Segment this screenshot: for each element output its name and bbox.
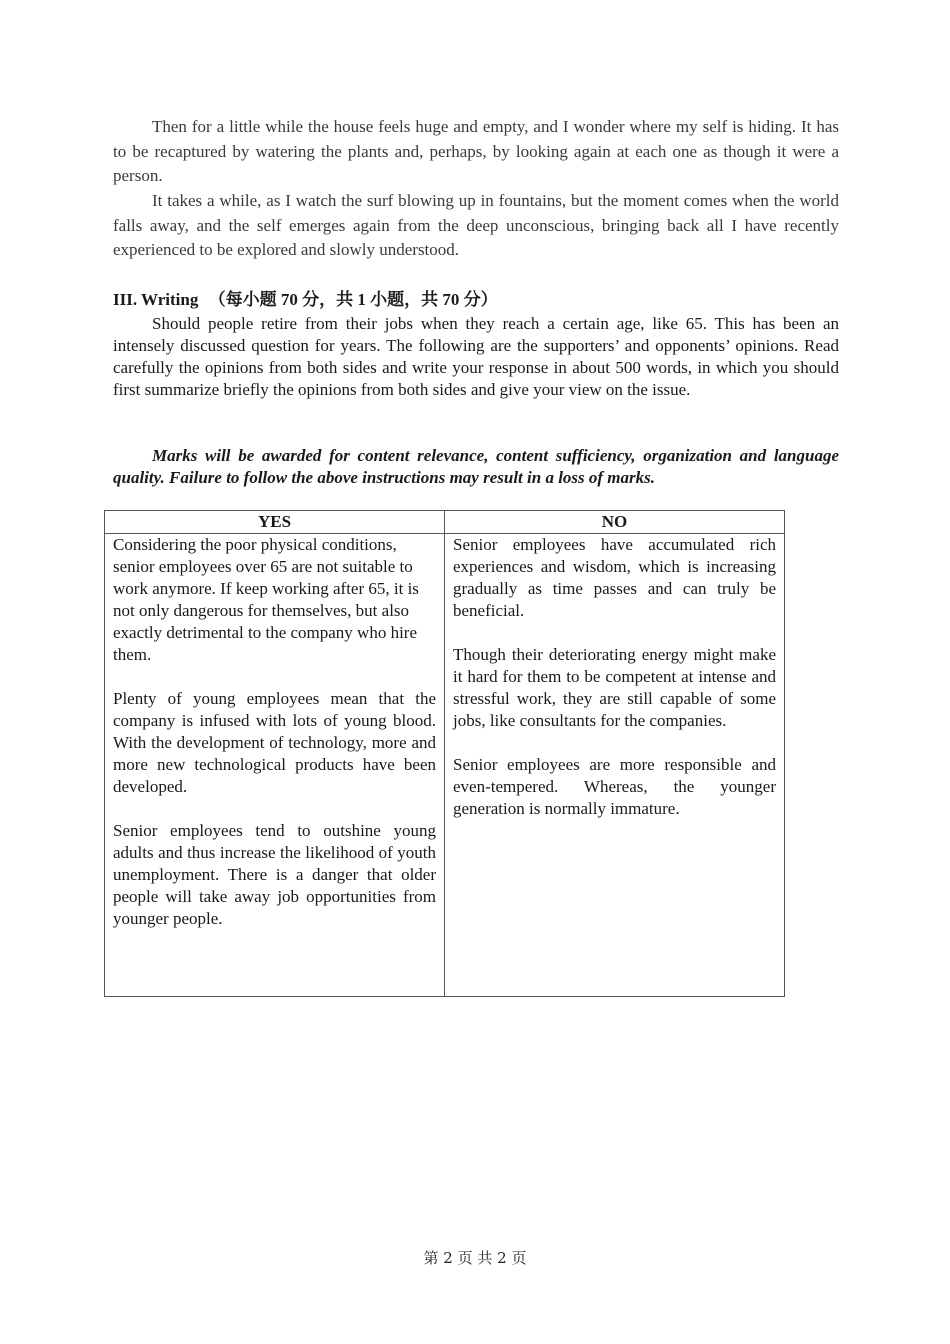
reading-passage-paragraph-2 bbox=[113, 189, 839, 263]
yes-point: Considering the poor physical conditions, senior employees over 65 are not suitable to work anymore. If keep working after 65, it is not only dangerous for themselves, but also exactly detrimental to the company who hire them. bbox=[113, 535, 419, 664]
yes-point: Senior employees tend to outshine young adults and thus increase the likelihood of youth unemployment. There is a danger that older people will take away job opportunities from younger people. bbox=[113, 821, 436, 928]
no-point: Senior employees are more responsible and even-tempered. Whereas, the younger generation is normally immature. bbox=[453, 755, 776, 818]
section-score-note: （每小题 70 分，共 1 小题，共 70 分） bbox=[208, 290, 498, 309]
table-row bbox=[105, 534, 785, 997]
section-title: III. Writing bbox=[113, 290, 199, 309]
marking-note-text: Marks will be awarded for content relevance, content sufficiency, organization and language quality. Failure to follow the above instructions may result in a loss of marks. bbox=[113, 446, 839, 487]
writing-prompt bbox=[113, 313, 839, 401]
page-footer bbox=[0, 1247, 950, 1268]
passage-paragraph: It takes a while, as I watch the surf blowing up in fountains, but the moment comes when the world falls away, and the self emerges again from the deep unconscious, bringing back all I have recently experienced to be explored and slowly understood. bbox=[113, 191, 839, 259]
no-point: Senior employees have accumulated rich experiences and wisdom, which is increasing gradually as time passes and can truly be beneficial. bbox=[453, 535, 776, 620]
yes-column-header: YES bbox=[105, 511, 445, 534]
opinions-table bbox=[104, 510, 785, 997]
yes-opinions-cell bbox=[105, 534, 445, 997]
table-header-row bbox=[105, 511, 785, 534]
passage-paragraph: Then for a little while the house feels huge and empty, and I wonder where my self is hiding. It has to be recaptured by watering the plants and, perhaps, by looking again at each one as though it were a person. bbox=[113, 117, 839, 185]
prompt-text: Should people retire from their jobs when they reach a certain age, like 65. This has been an intensely discussed question for years. The following are the supporters’ and opponents’ opinions. Read carefully the opinions from both sides and write your response in about 500 words, in which you should first summarize briefly the opinions from both sides and give your view on the issue. bbox=[113, 314, 839, 399]
yes-point: Plenty of young employees mean that the company is infused with lots of young blood. With the development of technology, more and more new technological products have been developed. bbox=[113, 689, 436, 796]
reading-passage-paragraph-1 bbox=[113, 115, 839, 189]
no-column-header: NO bbox=[445, 511, 785, 534]
no-opinions-cell bbox=[445, 534, 785, 997]
section-heading bbox=[113, 288, 839, 312]
page-number-label: 第 2 页 共 2 页 bbox=[423, 1249, 527, 1267]
marking-note bbox=[113, 445, 839, 489]
no-point: Though their deteriorating energy might make it hard for them to be competent at intense and stressful work, they are still capable of some jobs, like consultants for the companies. bbox=[453, 645, 776, 730]
